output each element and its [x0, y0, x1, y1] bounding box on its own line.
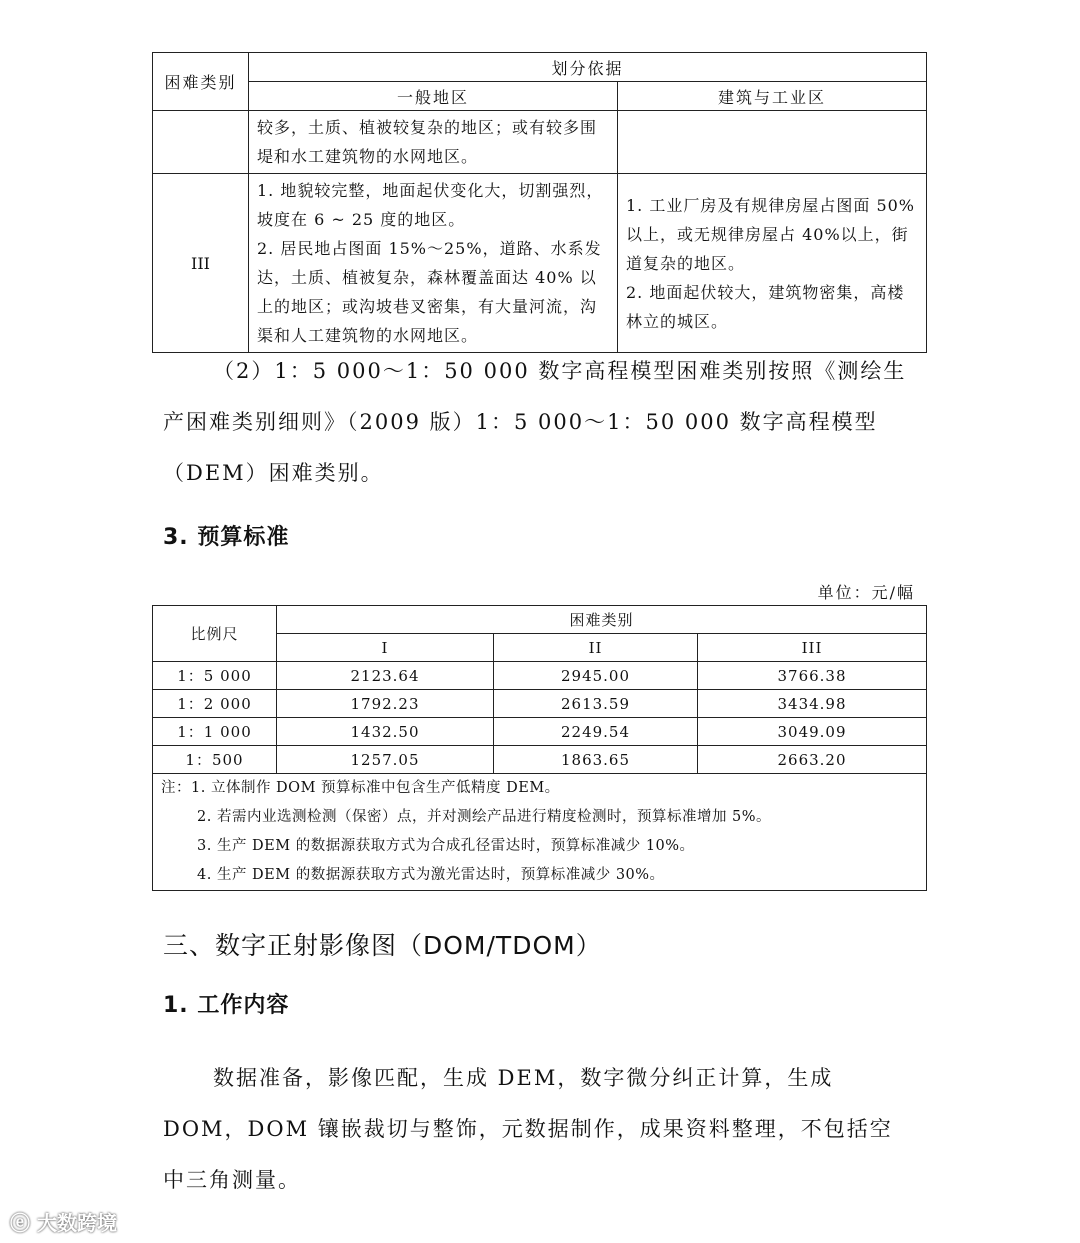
value-cell: 1432.50 — [277, 718, 494, 746]
value-cell: 2663.20 — [698, 746, 927, 774]
header-category: 困难类别 — [153, 53, 249, 111]
watermark-text: 大数跨境 — [36, 1211, 117, 1235]
heading-budget-standard: 3. 预算标准 — [163, 525, 290, 550]
paragraph-dem-difficulty — [163, 346, 915, 499]
row3-label: III — [153, 174, 249, 353]
header-general-area: 一般地区 — [249, 82, 618, 111]
value-cell: 2249.54 — [494, 718, 698, 746]
row3-general-item-1: 1. 地貌较完整，地面起伏变化大，切割强烈，坡度在 6 ~ 25 度的地区。 — [257, 181, 604, 229]
note-line-1: 注：1. 立体制作 DOM 预算标准中包含生产低精度 DEM。 — [161, 780, 560, 796]
value-cell: 2613.59 — [494, 690, 698, 718]
paragraph-work-content-text: 数据准备，影像匹配，生成 DEM，数字微分纠正计算，生成 DOM，DOM 镶嵌裁切与整饰，元数据制作，成果资料整理，不包括空中三角测量。 — [163, 1066, 893, 1192]
value-cell: 3434.98 — [698, 690, 927, 718]
note-line-3: 3. 生产 DEM 的数据源获取方式为合成孔径雷达时，预算标准减少 10%。 — [197, 838, 695, 854]
watermark-logo — [10, 1207, 117, 1236]
scale-cell: 1：500 — [153, 746, 277, 774]
header-basis: 划分依据 — [249, 53, 927, 82]
header-level-2: II — [494, 634, 698, 662]
header-level-1: I — [277, 634, 494, 662]
table-row — [153, 662, 927, 690]
row3-industrial — [618, 174, 927, 353]
row3-general-item-2: 2. 居民地占图面 15%～25%，道路、水系发达，土质、植被复杂，森林覆盖面达 40% 以上的地区；或沟坡巷叉密集，有大量河流，沟渠和人工建筑物的水网地区。 — [257, 239, 602, 345]
scale-cell: 1：1 000 — [153, 718, 277, 746]
value-cell: 3766.38 — [698, 662, 927, 690]
value-cell: 1257.05 — [277, 746, 494, 774]
scale-cell: 1：5 000 — [153, 662, 277, 690]
header-level-3: III — [698, 634, 927, 662]
unit-label: 单位：元/幅 — [817, 583, 915, 602]
budget-standard-table — [152, 605, 927, 891]
header-industrial-area: 建筑与工业区 — [618, 82, 927, 111]
heading-section-dom: 三、数字正射影像图（DOM/TDOM） — [163, 931, 602, 960]
value-cell: 1863.65 — [494, 746, 698, 774]
row3-general — [249, 174, 618, 353]
paragraph-work-content — [163, 1053, 915, 1206]
weibo-logo-icon: ⓔ — [10, 1211, 30, 1235]
value-cell: 1792.23 — [277, 690, 494, 718]
value-cell: 2123.64 — [277, 662, 494, 690]
table-notes — [153, 774, 927, 891]
table-row — [153, 718, 927, 746]
cont-row-industrial — [618, 111, 927, 174]
heading-work-content: 1. 工作内容 — [163, 993, 290, 1018]
difficulty-criteria-table — [152, 52, 927, 353]
paragraph-dem-difficulty-text: （2）1：5 000～1：50 000 数字高程模型困难类别按照《测绘生产困难类别细则》（2009 版）1：5 000～1：50 000 数字高程模型（DEM）困难类别。 — [163, 359, 907, 485]
row3-industrial-item-2: 2. 地面起伏较大，建筑物密集，高楼林立的城区。 — [626, 282, 905, 331]
header-difficulty: 困难类别 — [277, 606, 927, 634]
value-cell: 2945.00 — [494, 662, 698, 690]
note-line-2: 2. 若需内业选测检测（保密）点，并对测绘产品进行精度检测时，预算标准增加 5%。 — [197, 809, 772, 825]
table-row — [153, 690, 927, 718]
row3-industrial-item-1: 1. 工业厂房及有规律房屋占图面 50% 以上，或无规律房屋占 40%以上，街道复杂的地区。 — [626, 195, 916, 273]
header-scale: 比例尺 — [153, 606, 277, 662]
scale-cell: 1：2 000 — [153, 690, 277, 718]
note-line-4: 4. 生产 DEM 的数据源获取方式为激光雷达时，预算标准减少 30%。 — [197, 867, 665, 883]
cont-row-general: 较多，土质、植被较复杂的地区；或有较多围堤和水工建筑物的水网地区。 — [249, 111, 618, 174]
cont-row-label — [153, 111, 249, 174]
value-cell: 3049.09 — [698, 718, 927, 746]
table-row — [153, 746, 927, 774]
